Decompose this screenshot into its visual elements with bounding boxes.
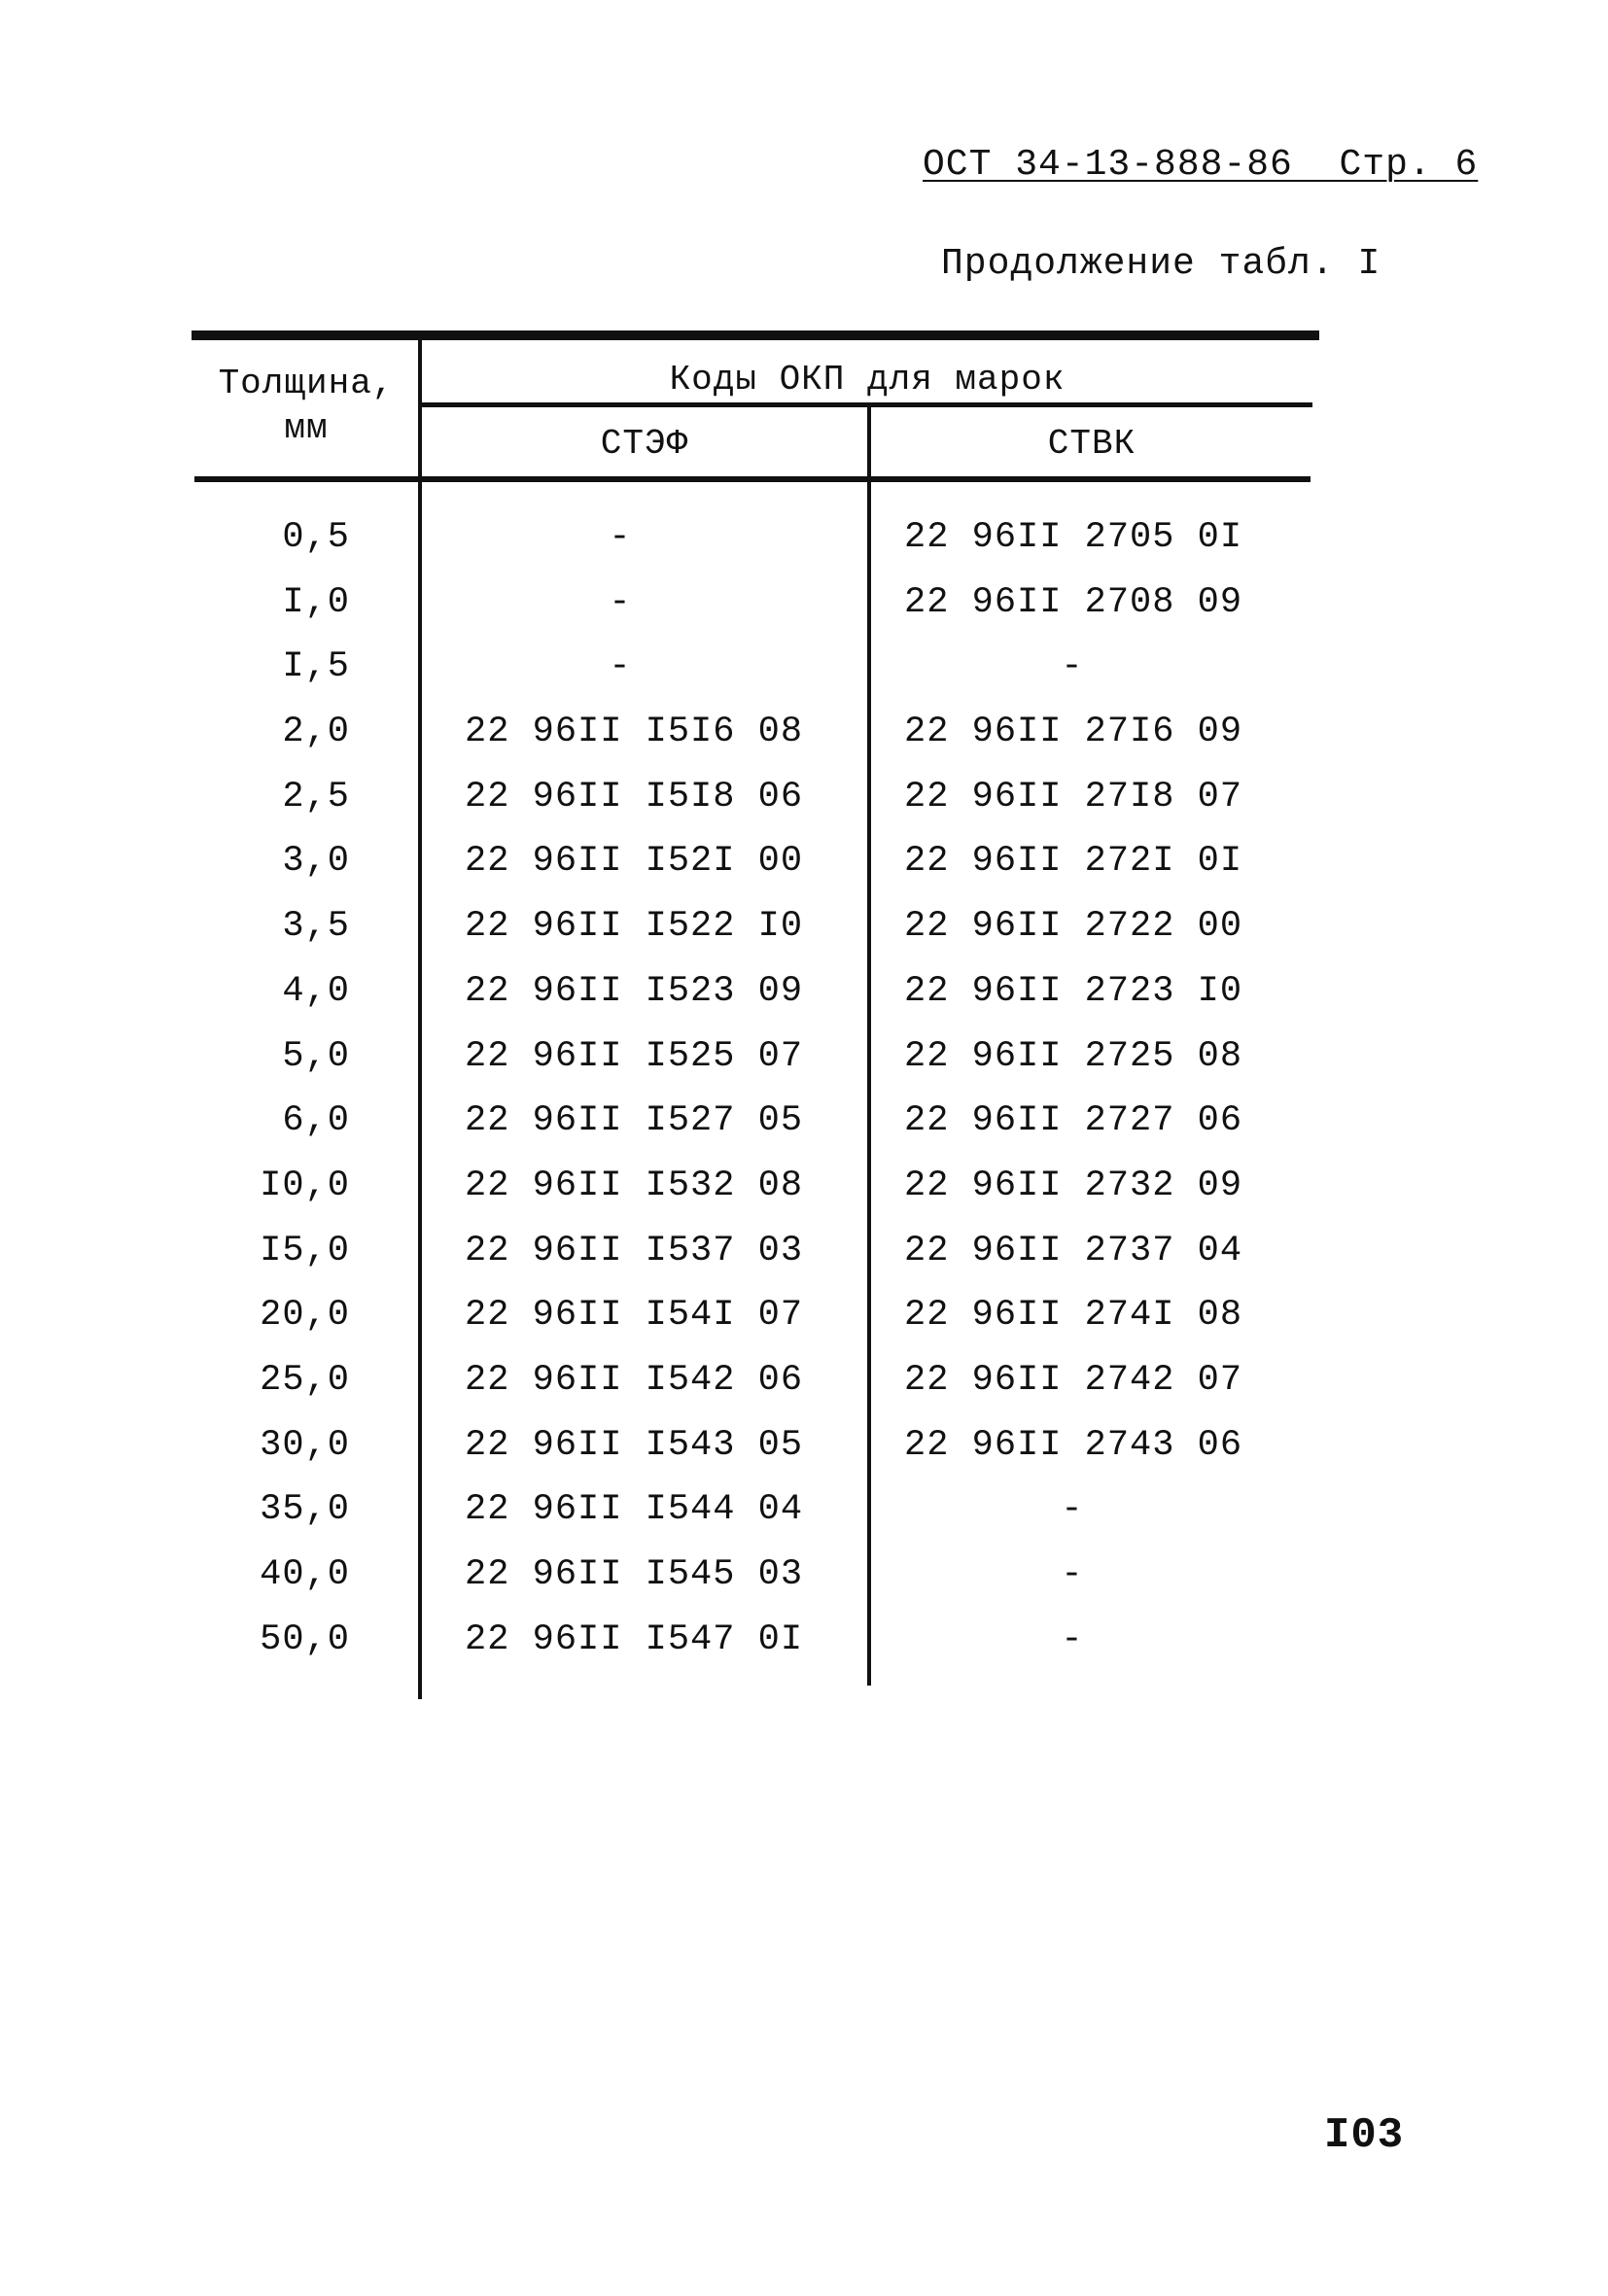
cell-stvk-code: 22 96II 2737 04 [904,1230,1243,1271]
cell-stef-code: 22 96II I543 05 [465,1424,804,1466]
table-row [0,969,1608,1034]
cell-stef-code: 22 96II I525 07 [465,1035,804,1077]
cell-thickness: 20,0 [260,1295,350,1337]
cell-stvk-code: 22 96II 2727 06 [904,1100,1243,1142]
cell-stef-code: 22 96II I52I 00 [465,841,804,883]
cell-stvk-code: 22 96II 2743 06 [904,1424,1243,1466]
column-group-header-okp-codes: Коды ОКП для марок [669,360,1066,400]
cell-stvk-code: 22 96II 272I 0I [904,841,1243,883]
cell-stef-code: 22 96II I5I6 08 [465,712,804,753]
table-row [0,1487,1608,1552]
cell-stef-code: 22 96II I522 I0 [465,906,804,948]
table-row [0,644,1608,710]
cell-stef-code: 22 96II I54I 07 [465,1295,804,1337]
document-code-header: ОСТ 34-13-888-86 Стр. 6 [923,144,1479,186]
table-row [0,1618,1608,1683]
header-bottom-rule [194,476,1311,482]
cell-thickness: 25,0 [260,1359,350,1401]
cell-stvk-code: - [1061,646,1084,688]
cell-stvk-code: 22 96II 2725 08 [904,1035,1243,1077]
cell-thickness: 5,0 [282,1035,350,1077]
table-row [0,839,1608,904]
cell-thickness: 30,0 [260,1424,350,1466]
table-row [0,1098,1608,1164]
cell-thickness: 2,0 [282,712,350,753]
table-top-rule [192,330,1319,340]
cell-stvk-code: 22 96II 2732 09 [904,1165,1243,1206]
cell-stef-code: - [609,581,632,623]
cell-thickness: I0,0 [260,1165,350,1206]
table-row [0,1423,1608,1488]
cell-stvk-code: 22 96II 27I6 09 [904,712,1243,753]
table-row [0,1358,1608,1423]
table-continuation-label: Продолжение табл. I [941,243,1381,285]
page-number: I03 [1324,2111,1405,2160]
table-body [0,515,1608,1682]
cell-thickness: 40,0 [260,1554,350,1595]
cell-stvk-code: 22 96II 2723 I0 [904,970,1243,1012]
cell-stef-code: 22 96II I5I8 06 [465,776,804,818]
cell-stvk-code: - [1061,1618,1084,1660]
table-row [0,515,1608,580]
table-row [0,1164,1608,1229]
cell-stef-code: - [609,517,632,558]
cell-stef-code: 22 96II I547 0I [465,1618,804,1660]
table-row [0,1034,1608,1099]
table-row [0,1293,1608,1358]
cell-stvk-code: 22 96II 2708 09 [904,581,1243,623]
column-header-thickness: Толщина, мм [218,364,395,448]
cell-thickness: 0,5 [282,517,350,558]
table-row [0,1552,1608,1618]
cell-stvk-code: 22 96II 2742 07 [904,1359,1243,1401]
table-row [0,775,1608,840]
cell-stvk-code: 22 96II 27I8 07 [904,776,1243,818]
cell-thickness: 3,0 [282,841,350,883]
table-row [0,710,1608,775]
cell-thickness: 4,0 [282,970,350,1012]
cell-stvk-code: - [1061,1489,1084,1531]
cell-thickness: I,5 [282,646,350,688]
group-header-rule [420,402,1312,407]
cell-stvk-code: 22 96II 2722 00 [904,906,1243,948]
cell-thickness: I,0 [282,581,350,623]
cell-stef-code: 22 96II I544 04 [465,1489,804,1531]
table-row [0,904,1608,969]
table-row [0,580,1608,645]
cell-stvk-code: 22 96II 274I 08 [904,1295,1243,1337]
cell-stef-code: 22 96II I545 03 [465,1554,804,1595]
cell-thickness: 50,0 [260,1618,350,1660]
cell-stef-code: 22 96II I537 03 [465,1230,804,1271]
cell-stef-code: - [609,646,632,688]
cell-stvk-code: - [1061,1554,1084,1595]
cell-thickness: 3,5 [282,906,350,948]
cell-stvk-code: 22 96II 2705 0I [904,517,1243,558]
cell-thickness: 35,0 [260,1489,350,1531]
table-row [0,1229,1608,1294]
cell-stef-code: 22 96II I523 09 [465,970,804,1012]
column-header-stvk: СТВК [1047,424,1136,464]
cell-thickness: 6,0 [282,1100,350,1142]
cell-stef-code: 22 96II I542 06 [465,1359,804,1401]
cell-stef-code: 22 96II I532 08 [465,1165,804,1206]
column-header-stef: СТЭФ [600,424,689,464]
cell-stef-code: 22 96II I527 05 [465,1100,804,1142]
cell-thickness: I5,0 [260,1230,350,1271]
cell-thickness: 2,5 [282,776,350,818]
